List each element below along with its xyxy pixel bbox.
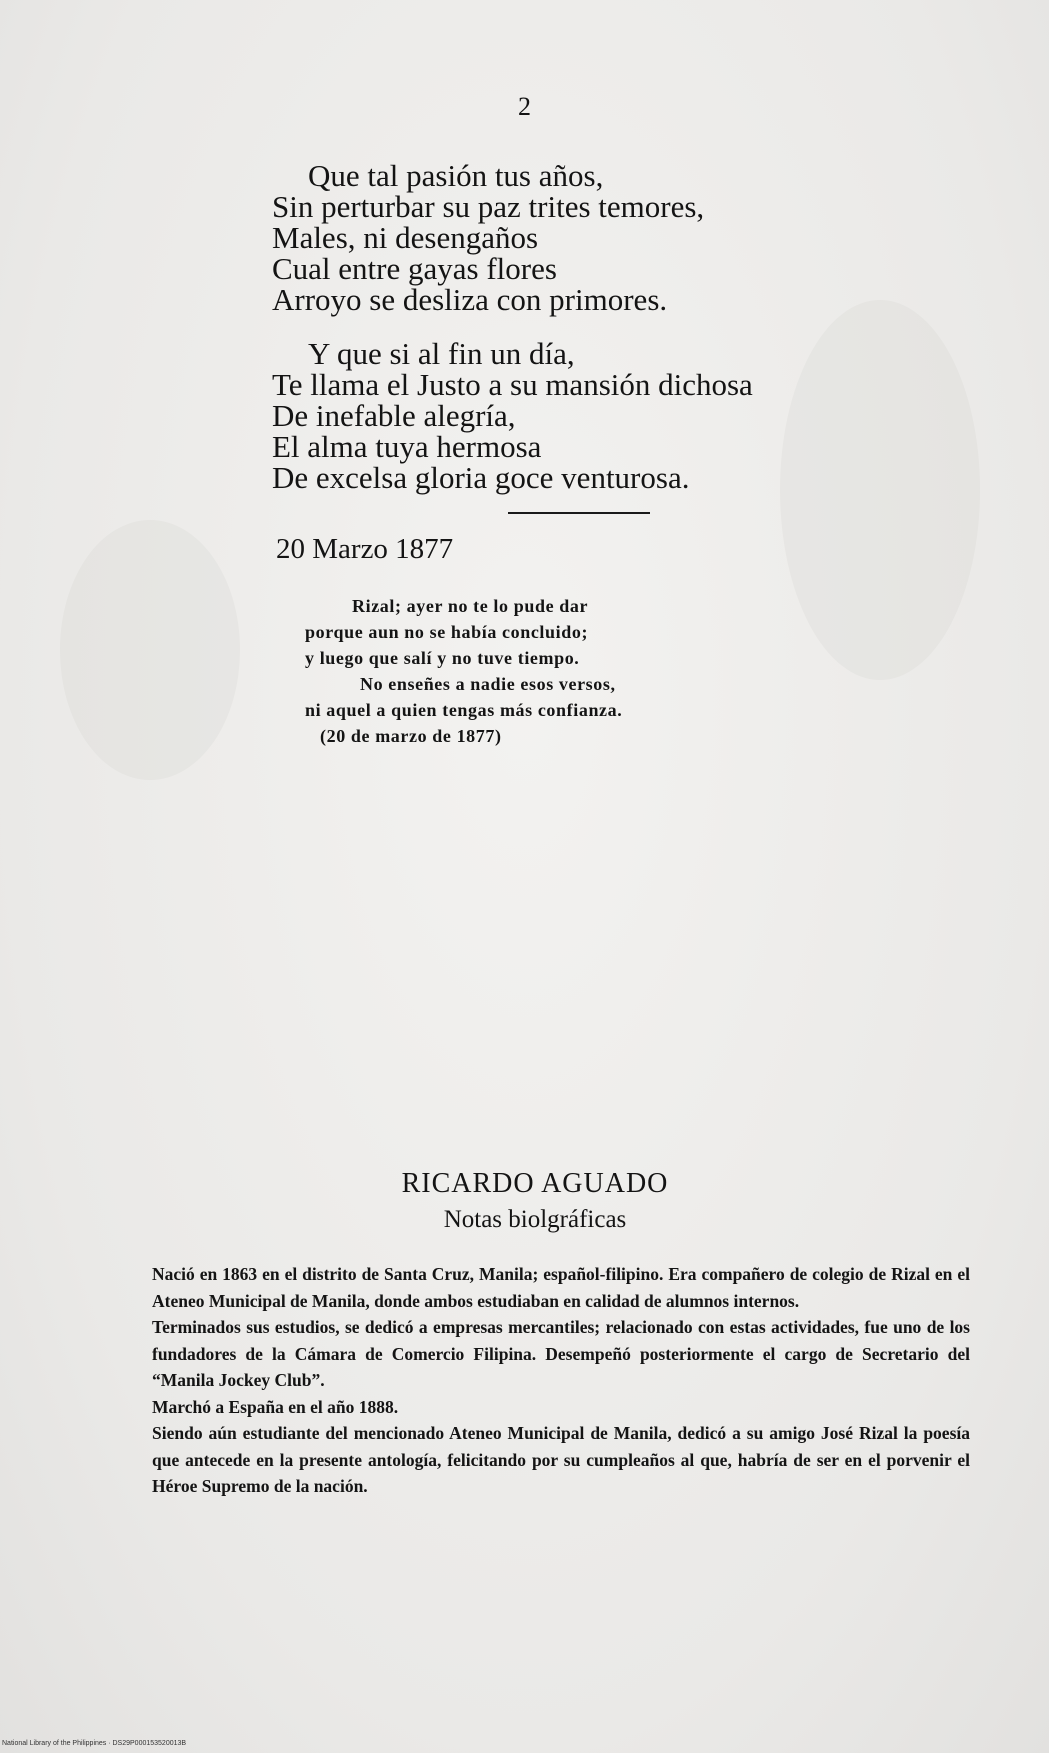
poem-line: Males, ni desengaños (272, 220, 539, 255)
poem-line: Sin perturbar su paz trites temores, (272, 189, 705, 224)
note-line: (20 de marzo de 1877) (320, 726, 502, 746)
note-line: No enseñes a nadie esos versos, (360, 674, 616, 694)
section-divider (508, 512, 650, 514)
poem-stanza-1 (272, 160, 704, 315)
poem-date: 20 Marzo 1877 (276, 533, 454, 565)
poem-line: Arroyo se desliza con primores. (272, 282, 668, 317)
poem-line: De inefable alegría, (272, 398, 516, 433)
biography-paragraph: Siendo aún estudiante del mencionado Ateneo Municipal de Manila, dedicó a su amigo José Rizal la poesía que antecede en la presente antología, felicitando por su cumpleaños al que, habría de ser en el porvenir el Héroe Supremo de la nación. (152, 1423, 970, 1496)
biography-paragraph: Nació en 1863 en el distrito de Santa Cruz, Manila; español-filipino. Era compañero de colegio de Rizal en el Ateneo Municipal de Manila, donde ambos estudiaban en calidad de alumnos internos. (152, 1264, 970, 1311)
poem-line: El alma tuya hermosa (272, 429, 542, 464)
poem-line: Cual entre gayas flores (272, 251, 557, 286)
biography-body (152, 1261, 970, 1500)
poem-line: Que tal pasión tus años, (308, 158, 604, 193)
paper-stain (780, 300, 980, 680)
poem-line: De excelsa gloria goce venturosa. (272, 460, 690, 495)
biography-subtitle: Notas biolgráficas (443, 1206, 627, 1233)
note-line: y luego que salí y no tuve tiempo. (305, 648, 580, 668)
note-line: Rizal; ayer no te lo pude dar (352, 596, 589, 616)
poem-stanza-2 (272, 338, 753, 493)
page-number: 2 (518, 92, 531, 121)
biography-paragraph: Terminados sus estudios, se dedicó a empresas mercantiles; relacionado con estas actividades, fue uno de los fundadores de la Cámara de Comercio Filipina. Desempeñó posteriormente el cargo de Secretario del “Manila Jockey Club”. (152, 1317, 970, 1390)
note-line: porque aun no se había concluido; (305, 622, 589, 642)
note-line: ni aquel a quien tengas más confianza. (305, 700, 623, 720)
biography-paragraph: Marchó a España en el año 1888. (152, 1396, 399, 1417)
poem-line: Te llama el Justo a su mansión dichosa (272, 367, 753, 402)
paper-stain (60, 520, 240, 780)
biography-title: RICARDO AGUADO (401, 1168, 669, 1199)
scan-credit: National Library of the Philippines · DS29P000153520013B (2, 1740, 187, 1747)
dedication-note (305, 593, 622, 749)
poem-line: Y que si al fin un día, (308, 336, 575, 371)
